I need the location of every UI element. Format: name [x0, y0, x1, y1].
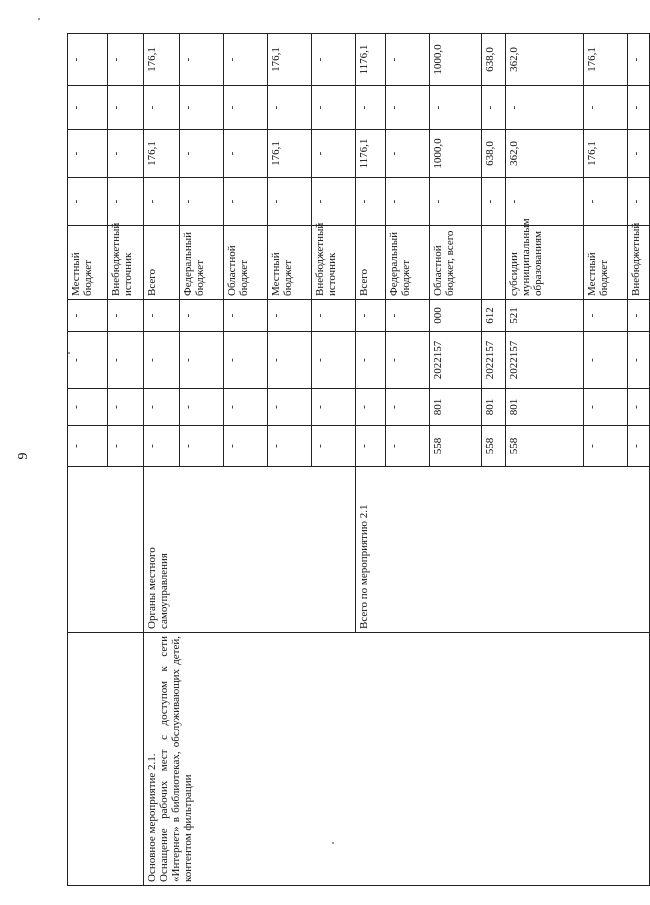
vr-cell: -: [628, 300, 650, 332]
year-cell: -: [68, 86, 108, 130]
source-cell: [482, 226, 506, 300]
year-cell: 176,1: [268, 130, 312, 178]
vr-cell: -: [356, 300, 386, 332]
source-cell: Федеральный бюджет: [180, 226, 224, 300]
year-cell: -: [312, 130, 356, 178]
year-cell: 1176,1: [356, 34, 386, 86]
year-cell: 362,0: [506, 34, 584, 86]
year-cell: 1000,0: [430, 130, 482, 178]
year-cell: 638,0: [482, 130, 506, 178]
rzpr-cell: -: [68, 389, 108, 426]
csr-cell: -: [356, 332, 386, 389]
executor-cell-empty: [68, 467, 144, 633]
year-cell: -: [180, 130, 224, 178]
year-cell: 1000,0: [430, 34, 482, 86]
vr-cell: -: [224, 300, 268, 332]
year-cell: -: [180, 34, 224, 86]
year-cell: -: [506, 178, 584, 226]
grbs-cell: -: [628, 426, 650, 467]
vr-cell: -: [386, 300, 430, 332]
total-label-cell: Всего по мероприятию 2.1: [356, 467, 650, 633]
year-cell: -: [268, 86, 312, 130]
year-cell: -: [180, 86, 224, 130]
rzpr-cell: -: [356, 389, 386, 426]
rzpr-cell: -: [386, 389, 430, 426]
csr-cell: -: [180, 332, 224, 389]
csr-cell: -: [108, 332, 144, 389]
year-cell: -: [144, 178, 180, 226]
year-cell: -: [144, 86, 180, 130]
grbs-cell: -: [584, 426, 628, 467]
year-cell: -: [108, 178, 144, 226]
table-viewport: [67, 34, 642, 886]
rzpr-cell: -: [312, 389, 356, 426]
rzpr-cell: -: [628, 389, 650, 426]
source-cell: Областной бюджет, всего: [430, 226, 482, 300]
year-cell: -: [68, 34, 108, 86]
year-cell: -: [584, 86, 628, 130]
source-cell: Всего: [144, 226, 180, 300]
year-cell: -: [312, 86, 356, 130]
rzpr-cell: -: [180, 389, 224, 426]
csr-cell: -: [224, 332, 268, 389]
source-cell: субсидии муниципальным образованиям: [506, 226, 584, 300]
executor-cell: Органы местного самоуправления: [144, 467, 356, 633]
year-cell: -: [356, 86, 386, 130]
csr-cell: -: [268, 332, 312, 389]
source-cell: Внебюджетный: [628, 226, 650, 300]
year-cell: -: [430, 178, 482, 226]
csr-cell: -: [68, 332, 108, 389]
csr-cell: -: [584, 332, 628, 389]
year-cell: -: [386, 34, 430, 86]
csr-cell: -: [312, 332, 356, 389]
year-cell: -: [224, 34, 268, 86]
page-number: 9: [16, 452, 31, 460]
source-cell: Местный бюджет: [68, 226, 108, 300]
table-row: [144, 34, 180, 886]
grbs-cell: -: [108, 426, 144, 467]
table-body: [68, 34, 650, 886]
year-cell: -: [386, 130, 430, 178]
source-cell: Внебюджетный источник: [108, 226, 144, 300]
year-cell: -: [584, 178, 628, 226]
year-cell: 176,1: [144, 34, 180, 86]
year-cell: -: [224, 130, 268, 178]
rotated-table-wrapper: [67, 34, 642, 886]
rzpr-cell: -: [224, 389, 268, 426]
year-cell: -: [108, 86, 144, 130]
year-cell: 176,1: [584, 34, 628, 86]
vr-cell: -: [68, 300, 108, 332]
year-cell: 176,1: [144, 130, 180, 178]
year-cell: -: [628, 86, 650, 130]
rzpr-cell: 801: [430, 389, 482, 426]
grbs-cell: -: [356, 426, 386, 467]
csr-cell: 2022157: [430, 332, 482, 389]
year-cell: -: [356, 178, 386, 226]
source-cell: Местный бюджет: [268, 226, 312, 300]
vr-cell: -: [108, 300, 144, 332]
measure-title: Основное мероприятие 2.1.: [146, 753, 158, 882]
year-cell: -: [108, 34, 144, 86]
budget-table: [67, 33, 650, 886]
grbs-cell: -: [68, 426, 108, 467]
year-cell: 1176,1: [356, 130, 386, 178]
rzpr-cell: 801: [482, 389, 506, 426]
year-cell: -: [628, 178, 650, 226]
year-cell: 176,1: [584, 130, 628, 178]
rzpr-cell: 801: [506, 389, 584, 426]
vr-cell: -: [312, 300, 356, 332]
year-cell: -: [312, 34, 356, 86]
rzpr-cell: -: [108, 389, 144, 426]
source-cell: Федеральный бюджет: [386, 226, 430, 300]
vr-cell: 521: [506, 300, 584, 332]
year-cell: -: [224, 178, 268, 226]
rzpr-cell: -: [268, 389, 312, 426]
grbs-cell: -: [312, 426, 356, 467]
vr-cell: 612: [482, 300, 506, 332]
grbs-cell: -: [386, 426, 430, 467]
year-cell: -: [482, 178, 506, 226]
source-cell: Внебюджетный источник: [312, 226, 356, 300]
csr-cell: -: [144, 332, 180, 389]
year-cell: -: [312, 178, 356, 226]
table-row: [68, 34, 108, 886]
grbs-cell: 558: [506, 426, 584, 467]
measure-cell-empty: [68, 633, 144, 886]
rzpr-cell: -: [144, 389, 180, 426]
grbs-cell: -: [224, 426, 268, 467]
year-cell: -: [628, 130, 650, 178]
year-cell: -: [68, 178, 108, 226]
vr-cell: -: [268, 300, 312, 332]
year-cell: -: [386, 178, 430, 226]
grbs-cell: 558: [482, 426, 506, 467]
vr-cell: -: [144, 300, 180, 332]
csr-cell: 2022157: [506, 332, 584, 389]
year-cell: -: [268, 178, 312, 226]
year-cell: -: [180, 178, 224, 226]
source-cell: Всего: [356, 226, 386, 300]
year-cell: -: [628, 34, 650, 86]
csr-cell: 2022157: [482, 332, 506, 389]
vr-cell: 000: [430, 300, 482, 332]
year-cell: -: [68, 130, 108, 178]
year-cell: -: [386, 86, 430, 130]
grbs-cell: -: [180, 426, 224, 467]
rzpr-cell: -: [584, 389, 628, 426]
grbs-cell: 558: [430, 426, 482, 467]
year-cell: -: [482, 86, 506, 130]
csr-cell: -: [386, 332, 430, 389]
measure-description: Оснащение рабочих мест с доступом к сети «Интернет» в библиотеках, обслуживающих детей, контентом фильтрации: [158, 636, 195, 882]
year-cell: -: [108, 130, 144, 178]
year-cell: 638,0: [482, 34, 506, 86]
source-cell: Местный бюджет: [584, 226, 628, 300]
year-cell: 362,0: [506, 130, 584, 178]
source-cell: Областной бюджет: [224, 226, 268, 300]
year-cell: -: [506, 86, 584, 130]
scan-speck: [38, 18, 40, 20]
year-cell: -: [430, 86, 482, 130]
csr-cell: -: [628, 332, 650, 389]
vr-cell: -: [180, 300, 224, 332]
grbs-cell: -: [144, 426, 180, 467]
year-cell: 176,1: [268, 34, 312, 86]
grbs-cell: -: [268, 426, 312, 467]
vr-cell: -: [584, 300, 628, 332]
measure-cell: [144, 633, 650, 886]
year-cell: -: [224, 86, 268, 130]
